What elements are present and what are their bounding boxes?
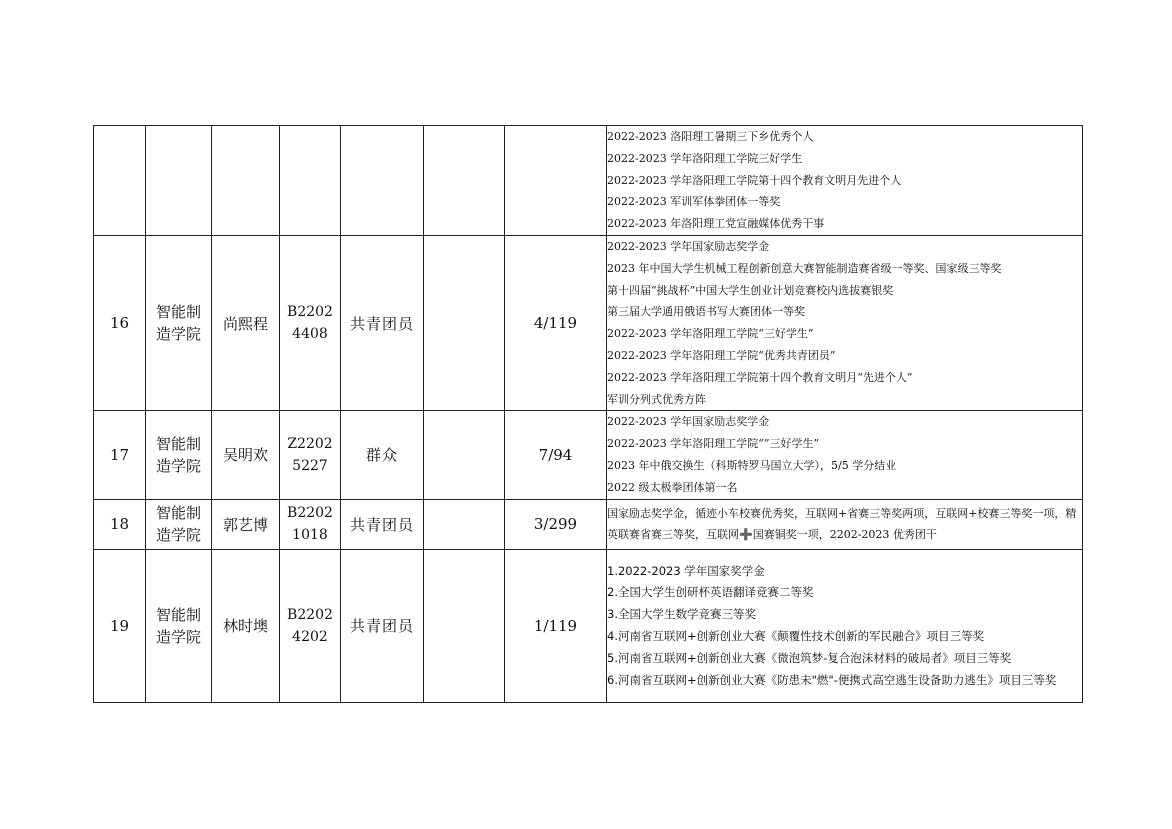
political-status: 共青团员 <box>341 549 424 702</box>
student-name: 吴明欢 <box>212 411 280 499</box>
table-row <box>94 236 1083 411</box>
award-paragraph: 国家励志奖学金，循迹小车校赛优秀奖，互联网+省赛三等奖两项，互联网+校赛三等奖一项，精英联赛省赛三等奖，互联网➕国赛铜奖一项，2202-2023 优秀团干 <box>607 507 1077 542</box>
student-name: 林时墺 <box>212 549 280 702</box>
awards-cell <box>607 549 1083 702</box>
empty-cell <box>424 549 505 702</box>
award-item: 4.河南省互联网+创新创业大赛《颠覆性技术创新的军民融合》项目三等奖 <box>607 628 985 643</box>
award-item: 2022 级太极拳团体第一名 <box>607 480 738 494</box>
student-id: B2202 1018 <box>280 499 341 549</box>
award-item: 3.全国大学生数学竞赛三等奖 <box>607 607 756 622</box>
student-id: Z2202 5227 <box>280 411 341 499</box>
award-item: 2023 年中俄交换生（科斯特罗马国立大学），5/5 学分结业 <box>607 458 897 472</box>
award-item: 2023 年中国大学生机械工程创新创意大赛智能制造赛省级一等奖、国家级三等奖 <box>607 261 1002 275</box>
table-row <box>94 499 1083 549</box>
student-id: B2202 4408 <box>280 236 341 411</box>
college-cell <box>146 126 212 236</box>
awards-table <box>93 125 1083 703</box>
political-status: 共青团员 <box>341 236 424 411</box>
awards-cell <box>607 411 1083 499</box>
row-number: 18 <box>94 499 146 549</box>
row-number: 19 <box>94 549 146 702</box>
award-item: 6.河南省互联网+创新创业大赛《防患未"燃"-便携式高空逃生设备助力逃生》项目三等奖 <box>607 672 1057 687</box>
student-name: 尚熙程 <box>212 236 280 411</box>
student-id <box>280 126 341 236</box>
award-item: 2022-2023 学年洛阳理工学院第十四个教育文明月“先进个人” <box>607 370 913 384</box>
award-item: 2022-2023 学年洛阳理工学院三好学生 <box>607 151 803 165</box>
rank: 4/119 <box>505 236 607 411</box>
table-row <box>94 411 1083 499</box>
college-cell: 智能制 造学院 <box>146 499 212 549</box>
awards-cell <box>607 499 1083 549</box>
row-number: 16 <box>94 236 146 411</box>
award-item: 2022-2023 学年国家励志奖学金 <box>607 415 770 429</box>
row-number: 17 <box>94 411 146 499</box>
college-cell: 智能制 造学院 <box>146 549 212 702</box>
table-row <box>94 549 1083 702</box>
empty-cell <box>424 236 505 411</box>
rank: 1/119 <box>505 549 607 702</box>
award-item: 2022-2023 学年国家励志奖学金 <box>607 240 770 253</box>
rank: 3/299 <box>505 499 607 549</box>
award-item: 第三届大学通用俄语书写大赛团体一等奖 <box>607 305 805 319</box>
political-status: 群众 <box>341 411 424 499</box>
award-item: 2022-2023 年洛阳理工党宣融媒体优秀干事 <box>607 217 825 231</box>
rank <box>505 126 607 236</box>
award-item: 第十四届“挑战杯”中国大学生创业计划竞赛校内选拔赛银奖 <box>607 283 894 297</box>
empty-cell <box>424 411 505 499</box>
award-item: 1.2022-2023 学年国家奖学金 <box>607 563 765 578</box>
award-item: 2022-2023 学年洛阳理工学院“”三好学生” <box>607 437 820 451</box>
award-item: 5.河南省互联网+创新创业大赛《微泡筑梦-复合泡沫材料的破局者》项目三等奖 <box>607 650 1012 665</box>
award-item: 2022-2023 学年洛阳理工学院“三好学生” <box>607 327 814 341</box>
award-item: 2.全国大学生创研杯英语翻译竞赛二等奖 <box>607 585 814 600</box>
student-id: B2202 4202 <box>280 549 341 702</box>
student-name: 郭艺博 <box>212 499 280 549</box>
student-name <box>212 126 280 236</box>
awards-cell <box>607 236 1083 411</box>
row-number <box>94 126 146 236</box>
award-item: 2022-2023 军训军体拳团体一等奖 <box>607 195 781 209</box>
awards-cell <box>607 126 1083 236</box>
award-item: 2022-2023 学年洛阳理工学院第十四个教育文明月先进个人 <box>607 173 902 187</box>
award-item: 2022-2023 学年洛阳理工学院“优秀共青团员” <box>607 348 836 362</box>
rank: 7/94 <box>505 411 607 499</box>
political-status <box>341 126 424 236</box>
award-item: 2022-2023 洛阳理工暑期三下乡优秀个人 <box>607 130 814 143</box>
empty-cell <box>424 126 505 236</box>
empty-cell <box>424 499 505 549</box>
college-cell: 智能制 造学院 <box>146 411 212 499</box>
political-status: 共青团员 <box>341 499 424 549</box>
table-row <box>94 126 1083 236</box>
college-cell: 智能制 造学院 <box>146 236 212 411</box>
award-item: 军训分列式优秀方阵 <box>607 392 706 406</box>
